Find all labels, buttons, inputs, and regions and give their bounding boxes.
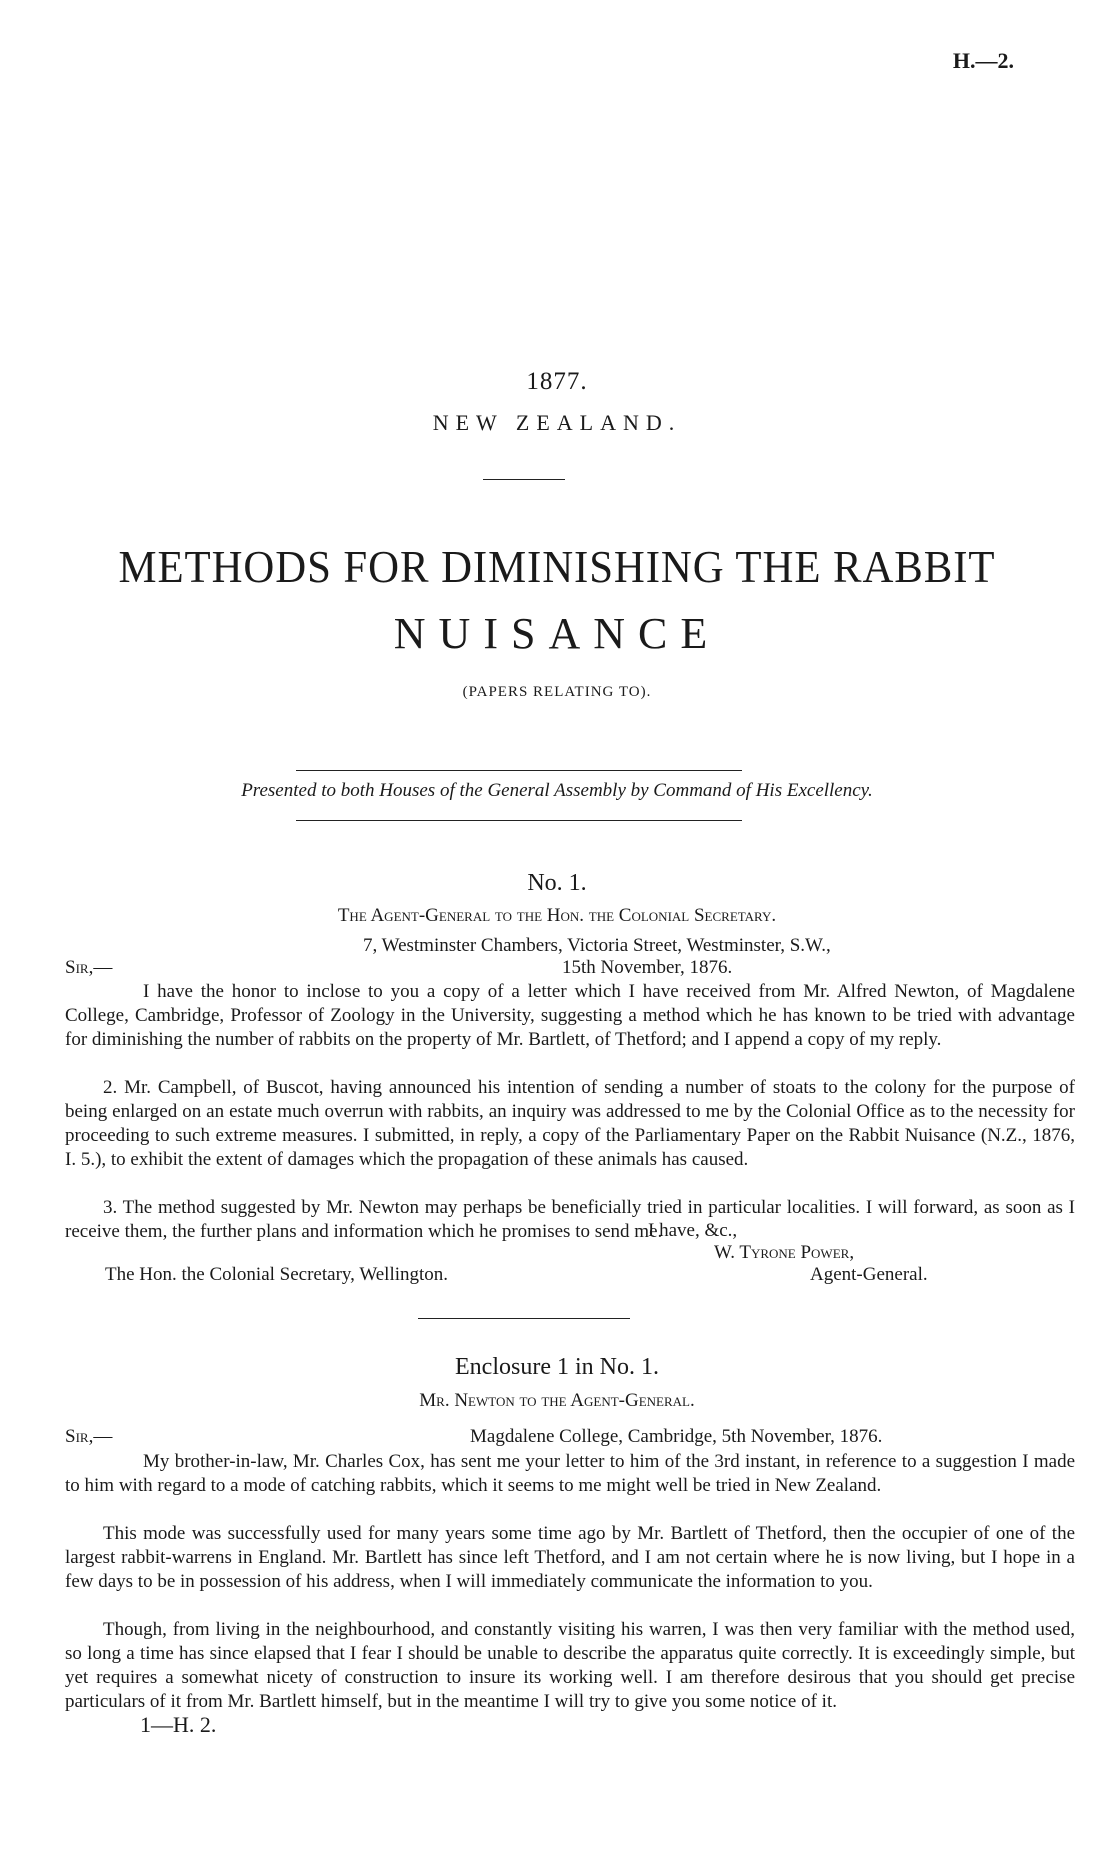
no1-closing: I have, &c., [648,1220,738,1241]
enclosure-paragraph-3: Though, from living in the neighbourhood, and constantly visiting his warren, I was then very familiar with the method used, so long a time has since elapsed that I fear I should be unable to describe the apparatus quite correctly. It is exceedingly simple, but yet requires a somewhat nicety of construction to insure its working well. I am therefore desirous that you should get precise particulars of it from Mr. Bartlett himself, but in the meantime I will try to give you some notice of it. [65,1619,1075,1712]
page-mark: H.—2. [952,48,1014,73]
section-rule [418,1318,630,1319]
no1-signature: W. Tyrone Power, [714,1242,855,1263]
enclosure-salutation: Sir,— [65,1426,113,1447]
no1-paragraph-2: 2. Mr. Campbell, of Buscot, having announced his intention of sending a number of stoats to the colony for the purpose of being enlarged on an estate much overrun with rabbits, an inquiry was addressed to me by the Colonial Office as to the necessity for proceeding to such extreme measures. I submitted, in reply, a copy of the Parliamentary Paper on the Rabbit Nuisance (N.Z., 1876, I. 5.), to exhibit the extent of damages which the propagation of these animals has caused. [65,1077,1075,1170]
enclosure-heading: Enclosure 1 in No. 1. [455,1354,659,1380]
enclosure-from-to: Mr. Newton to the Agent-General. [419,1390,695,1411]
title-rule-short [483,479,565,480]
no1-salutation: Sir,— [65,957,113,978]
no1-address: 7, Westminster Chambers, Victoria Street, Westminster, S.W., [363,935,831,956]
no1-paragraph-1: I have the honor to inclose to you a copy of a letter which I have received from Mr. Alfred Newton, of Magdalene College, Cambridge, Professor of Zoology in the University, suggesting a method which he has known to be tried with advantage for diminishing the number of rabbits on the property of Mr. Bartlett, of Thetford; and I append a copy of my reply. [65,981,1075,1050]
presented-rule-bottom [296,820,742,821]
subtitle: (PAPERS RELATING TO). [462,684,652,700]
country: NEW ZEALAND. [432,410,682,435]
year: 1877. [526,368,588,395]
enclosure-paragraph-1: My brother-in-law, Mr. Charles Cox, has sent me your letter to him of the 3rd instant, in reference to a suggestion I made to him with regard to a mode of catching rabbits, which it seems to me might well be tried in New Zealand. [65,1451,1075,1496]
no1-addressee: The Hon. the Colonial Secretary, Wellington. [105,1264,449,1285]
no1-heading: No. 1. [527,870,587,896]
enclosure-paragraph-2: This mode was successfully used for many years some time ago by Mr. Bartlett of Thetford, then the occupier of one of the largest rabbit-warrens in England. Mr. Bartlett has since left Thetford, and I am not certain where he is now living, but I hope in a few days to be in possession of his address, when I will immediately communicate the information to you. [65,1523,1075,1592]
no1-date: 15th November, 1876. [562,957,733,978]
no1-paragraph-3: 3. The method suggested by Mr. Newton may perhaps be beneficially tried in particular localities. I will forward, as soon as I receive them, the further plans and information which he promises to send me. [65,1197,1075,1242]
enclosure-address-date: Magdalene College, Cambridge, 5th November, 1876. [470,1426,883,1447]
signature-mark: 1—H. 2. [140,1712,217,1737]
main-title-line2: NUISANCE [393,609,721,658]
no1-signature-title: Agent-General. [810,1264,928,1285]
main-title: METHODS FOR DIMINISHING THE RABBIT [118,541,996,592]
no1-from-to: The Agent-General to the Hon. the Colonial Secretary. [337,905,777,926]
presented-rule-top [296,770,742,771]
presented-line: Presented to both Houses of the General Assembly by Command of His Excellency. [241,780,873,801]
